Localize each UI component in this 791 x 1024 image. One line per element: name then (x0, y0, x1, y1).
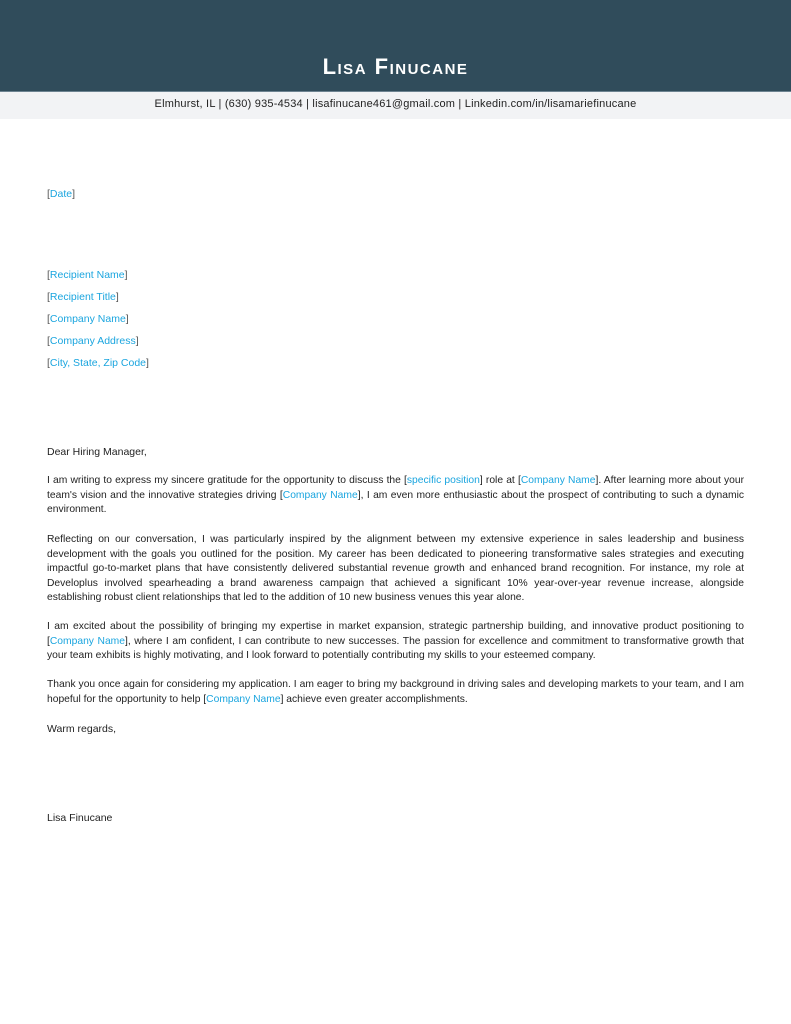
salutation: Dear Hiring Manager, (47, 446, 147, 458)
recipient-name-field[interactable]: [Recipient Name] (47, 269, 128, 281)
separator: | (455, 98, 465, 110)
city-state-zip-field[interactable]: [City, State, Zip Code] (47, 357, 149, 369)
company-name-placeholder[interactable]: Company Name (49, 635, 125, 647)
company-name-field[interactable]: [Company Name] (47, 313, 129, 325)
company-address-placeholder: Company Address (49, 335, 136, 347)
date-placeholder: Date (49, 188, 73, 200)
applicant-name: Lisa Finucane (322, 54, 469, 79)
contact-band (0, 92, 791, 119)
paragraph-1: I am writing to express my sincere gratitude for the opportunity to discuss the [specific position] role at [Company Name]. After learning more about your team's vision and the innovative strategies driving [Company Name], I am even more enthusiastic about the prospect of contributing to such a dynamic environment. (47, 475, 745, 515)
text: I am excited about the possibility of bringing my expertise in market expansion, strategic partnership building, and innovative product positioning to (47, 621, 744, 632)
header-banner (0, 0, 791, 92)
closing: Warm regards, (47, 723, 117, 735)
text: , where I am confident, I can contribute to new successes. The passion for excellence and commitment to transformative growth that your team exhibits is highly motivating, and I look forward to potentially contributing my skills to your esteemed company. (47, 635, 744, 661)
separator: | (215, 98, 225, 110)
contact-phone: (630) 935-4534 (224, 98, 303, 110)
separator: | (302, 98, 313, 110)
city-state-zip-placeholder: City, State, Zip Code (49, 357, 147, 369)
text: . After learning more about your team's vision and the innovative strategies driving (47, 475, 745, 501)
text: achieve even greater accomplishments. (283, 693, 468, 705)
company-name-placeholder[interactable]: Company Name (206, 693, 281, 705)
contact-email[interactable]: lisafinucane461@gmail.com (312, 98, 456, 110)
company-address-field[interactable]: [Company Address] (47, 335, 139, 347)
company-name-placeholder: Company Name (49, 313, 126, 325)
paragraph-3: I am excited about the possibility of bringing my expertise in market expansion, strategic partnership building, and innovative product positioning to [Company Name], where I am confident, I can contribute to new successes. The passion for excellence and commitment to transformative growth that your team exhibits is highly motivating, and I look forward to potentially contributing my skills to your esteemed company. (47, 621, 744, 661)
signature: Lisa Finucane (47, 812, 113, 824)
date-field[interactable]: [Date] (47, 188, 76, 200)
text: , I am even more enthusiastic about the prospect of contributing to such a dynamic environment. (47, 489, 744, 515)
recipient-title-field[interactable]: [Recipient Title] (47, 291, 119, 303)
text: Thank you once again for considering my application. I am eager to bring my background in driving sales and developing markets to your team, and I am hopeful for the opportunity to help (47, 679, 744, 705)
contact-line (0, 98, 791, 110)
recipient-title-placeholder: Recipient Title (49, 291, 116, 303)
company-name-placeholder[interactable]: Company Name (520, 475, 596, 486)
contact-linkedin[interactable]: Linkedin.com/in/lisamariefinucane (464, 98, 637, 110)
recipient-name-placeholder: Recipient Name (49, 269, 125, 281)
specific-position-placeholder[interactable]: specific position (406, 475, 480, 486)
text: role at (482, 475, 518, 486)
paragraph-2: Reflecting on our conversation, I was particularly inspired by the alignment between my extensive experience in sales leadership and business development with the goals you outlined for the position. My career has been dedicated to pioneering transformative sales strategies and executing impactful go-to-market plans that have consistently delivered substantial revenue growth and enhanced brand recognition. For instance, my role at Developlus involved spearheading a brand awareness campaign that achieved a significant 10% year-over-year revenue increase, alongside establishing robust client relationships that led to the addition of 10 new business venues this year alone. (47, 534, 744, 603)
paragraph-4: Thank you once again for considering my application. I am eager to bring my background in driving sales and developing markets to your team, and I am hopeful for the opportunity to help [Company Name] achieve even greater accomplishments. (47, 679, 744, 705)
contact-location: Elmhurst, IL (154, 98, 216, 110)
text: I am writing to express my sincere gratitude for the opportunity to discuss the (47, 475, 405, 486)
company-name-placeholder[interactable]: Company Name (282, 489, 358, 501)
